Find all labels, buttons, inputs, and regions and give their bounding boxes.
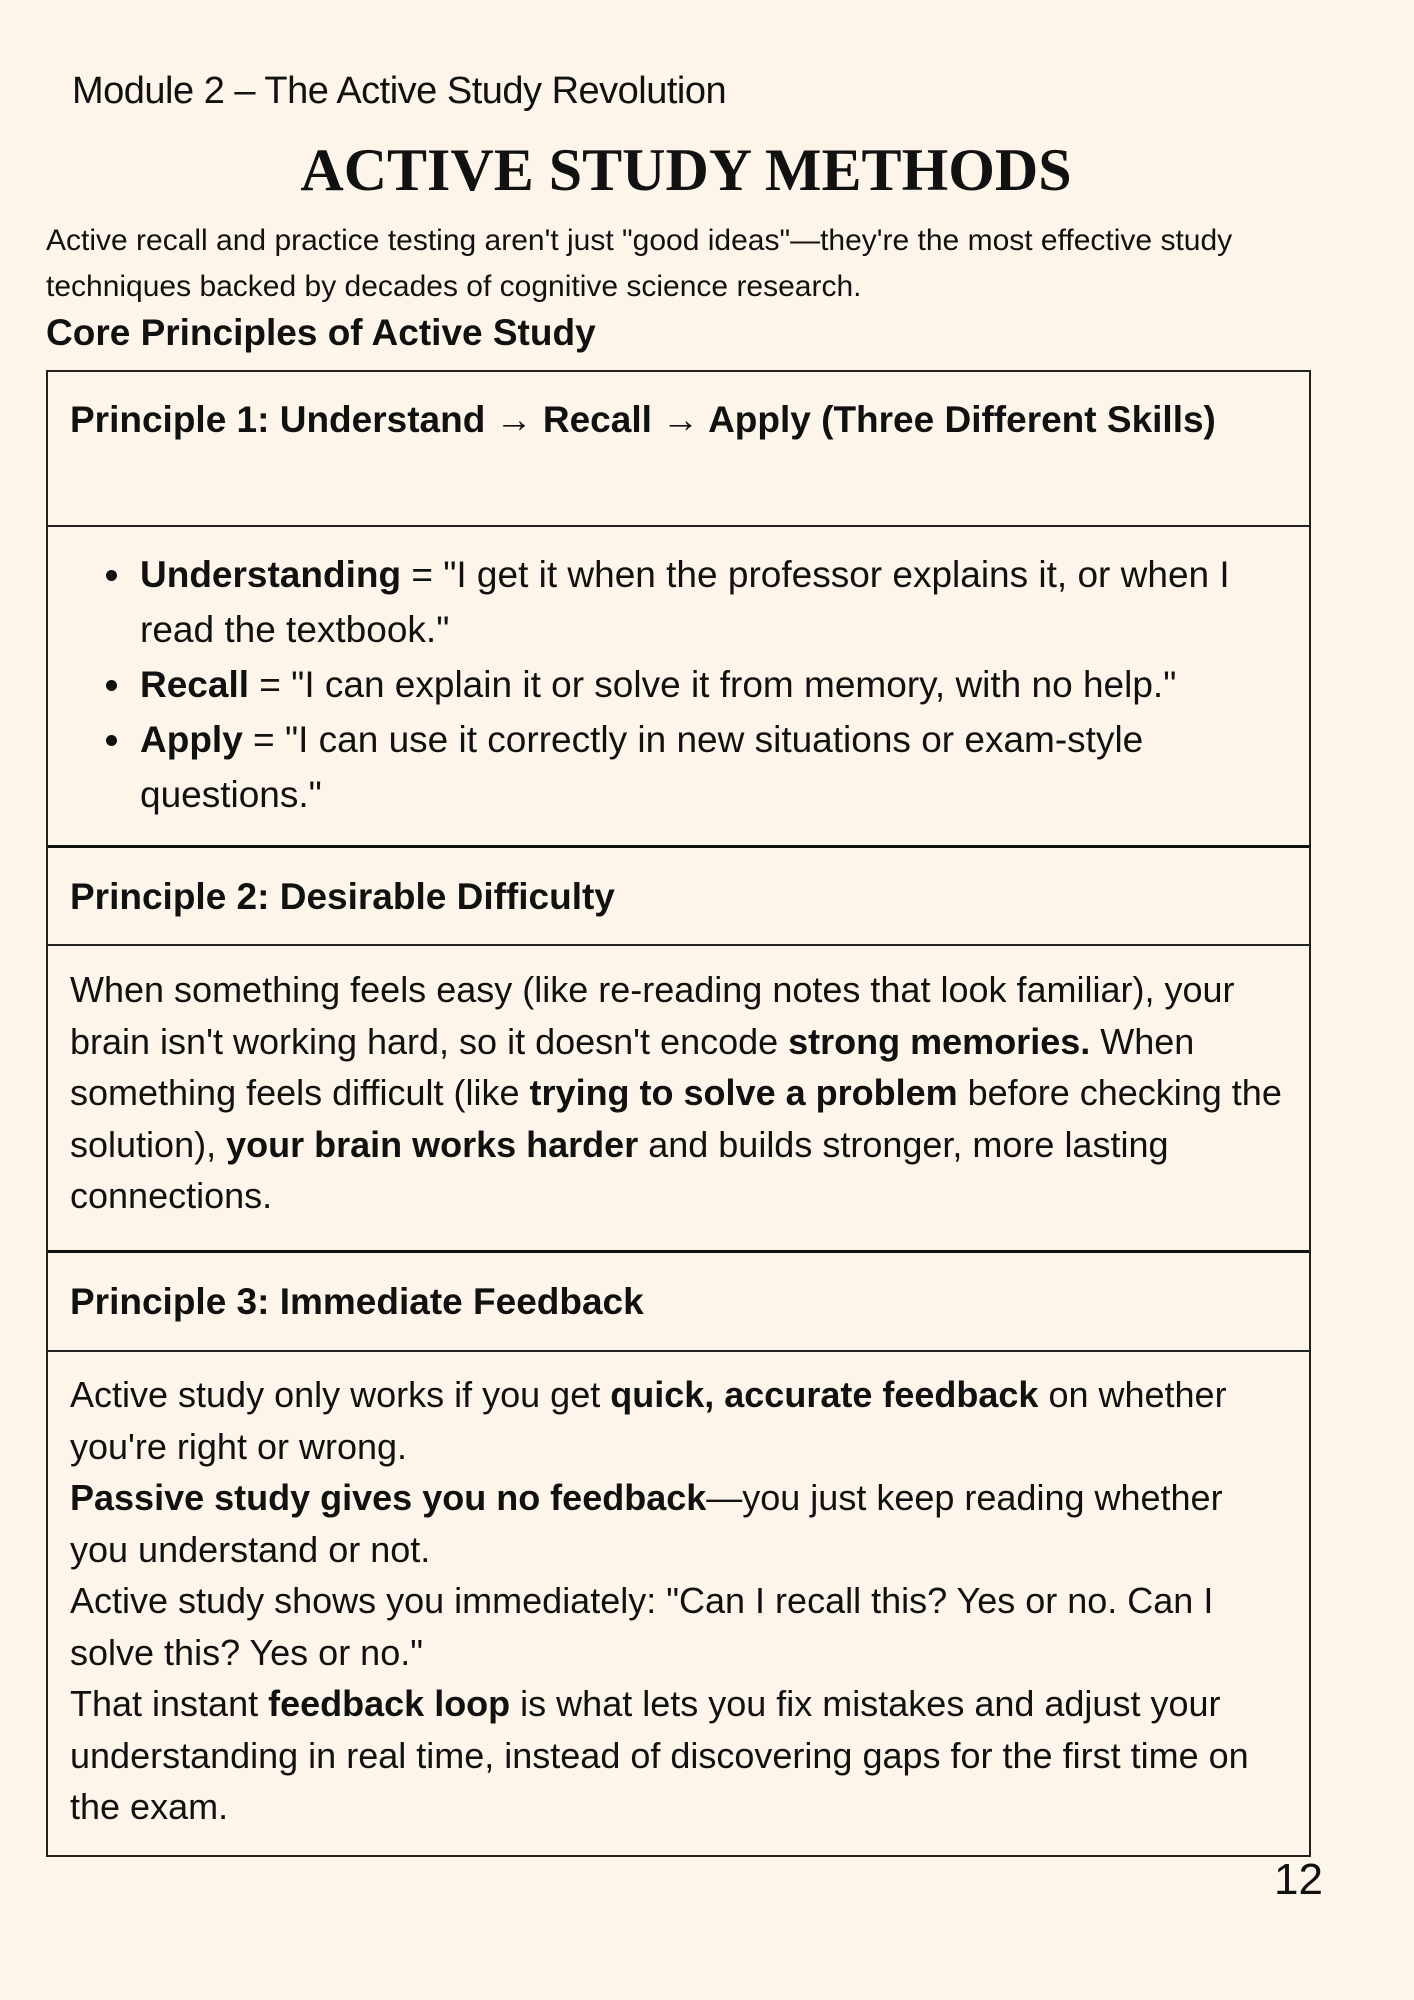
- text: on whether you're right or wrong.: [70, 1374, 1227, 1467]
- text: Active study only works if you get: [70, 1374, 611, 1415]
- list-item: [140, 657, 1287, 712]
- text: before checking the solution),: [70, 1072, 1282, 1165]
- text: —you just keep reading whether you understand or not.: [70, 1477, 1223, 1570]
- principle-2-body: [48, 944, 1309, 1250]
- text: When something feels easy (like re-reading notes that look familiar), your brain isn't working hard, so it doesn't encode: [70, 969, 1235, 1062]
- list-item: [140, 712, 1287, 822]
- bullet-term: Recall: [140, 664, 250, 705]
- section-heading: Core Principles of Active Study: [46, 312, 596, 353]
- paragraph: [70, 1472, 1287, 1575]
- text: and builds stronger, more lasting connections.: [70, 1123, 1169, 1216]
- page-title: ACTIVE STUDY METHODS: [300, 137, 1072, 203]
- principles-table: [46, 370, 1311, 1857]
- emphasis: feedback loop: [268, 1683, 511, 1724]
- module-label: Module 2 – The Active Study Revolution: [72, 70, 727, 112]
- emphasis: strong memories.: [788, 1020, 1091, 1062]
- bullet-text: = "I get it when the professor explains it, or when I read the textbook.": [140, 554, 1230, 650]
- text: That instant: [70, 1683, 269, 1724]
- emphasis: your brain works harder: [226, 1123, 639, 1165]
- principle-3-heading: Principle 3: Immediate Feedback: [48, 1250, 1309, 1350]
- bullet-text: = "I can explain it or solve it from memory, with no help.": [249, 664, 1177, 705]
- emphasis: trying to solve a problem: [529, 1072, 958, 1113]
- paragraph: [70, 1369, 1287, 1472]
- paragraph: [70, 1678, 1287, 1833]
- principle-1-body: [48, 525, 1309, 845]
- principle-1-list: [70, 547, 1287, 822]
- principle-3-body: [48, 1350, 1309, 1855]
- emphasis: quick, accurate feedback: [610, 1374, 1039, 1415]
- paragraph: Active study shows you immediately: "Can I recall this? Yes or no. Can I solve this? Yes or no.": [70, 1580, 1214, 1673]
- list-item: [140, 547, 1287, 657]
- principle-2-heading: Principle 2: Desirable Difficulty: [48, 845, 1309, 944]
- bullet-text: = "I can use it correctly in new situations or exam-style questions.": [140, 719, 1144, 815]
- bullet-term: Apply: [140, 719, 243, 760]
- principle-1-heading: Principle 1: Understand → Recall → Apply (Three Different Skills): [70, 399, 1216, 440]
- text: is what lets you fix mistakes and adjust your understanding in real time, instead of discovering gaps for the first time on the exam.: [70, 1683, 1249, 1827]
- text: When something feels difficult (like: [70, 1020, 1195, 1113]
- page-number: 12: [1274, 1855, 1323, 1904]
- intro-paragraph: Active recall and practice testing aren't just "good ideas"—they're the most effective study techniques backed by decades of cognitive science research.: [46, 224, 1233, 303]
- emphasis: Passive study gives you no feedback: [70, 1477, 707, 1518]
- bullet-term: Understanding: [140, 554, 402, 595]
